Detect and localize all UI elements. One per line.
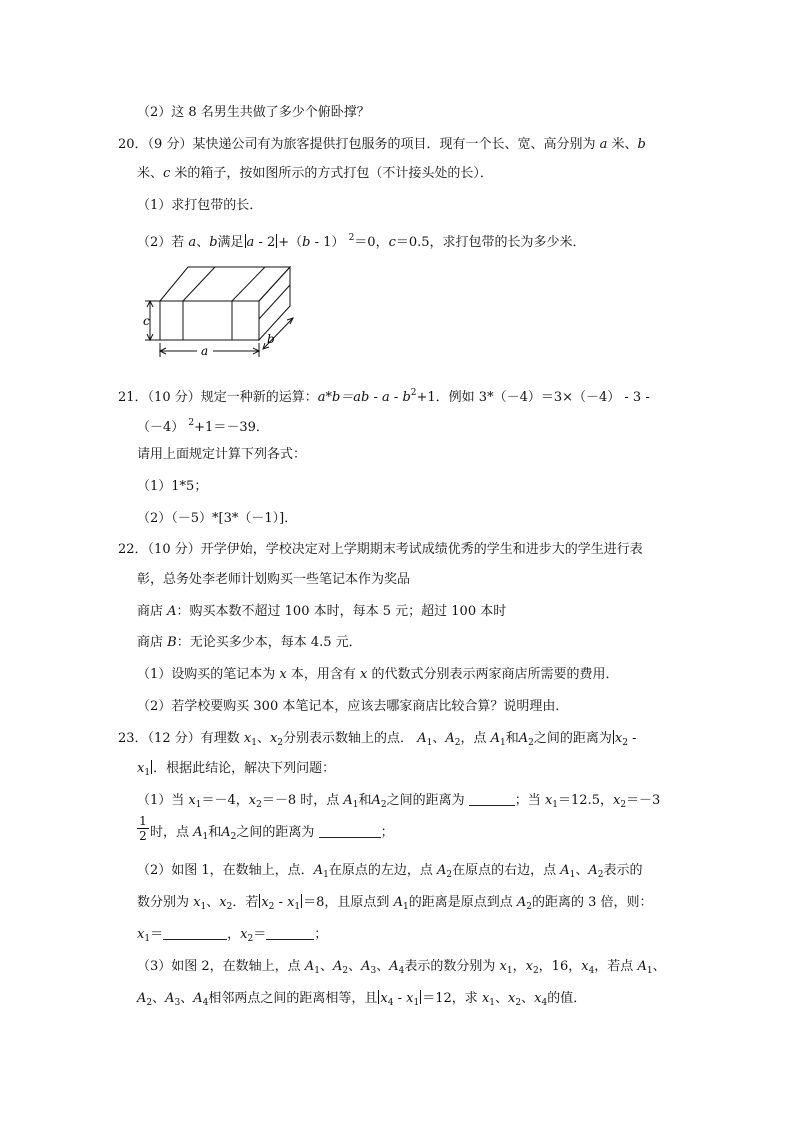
q21-intro: 请用上面规定计算下列各式： [137, 447, 307, 462]
answer-blank-1[interactable] [469, 793, 515, 806]
q21-line1: 21．（10 分）规定一种新的运算：$a*b=ab - a - b^2+1$．例如 3*（－4）＝3×（－4） - 3 - [118, 388, 650, 405]
q20-line1: 20．（9 分）某快递公司有为旅客提供打包服务的项目．现有一个长、宽、高分别为 a 米、b [118, 137, 646, 152]
q19-part2: （2）这 8 名男生共做了多少个俯卧撑？ [137, 105, 370, 120]
q20-line2: 米、c 米的箱子，按如图所示的方式打包（不计接头处的长）． [137, 166, 493, 181]
fraction-one-half: 1 2 [137, 815, 149, 842]
q23-line1: 23．（12 分）有理数 $x_1$、$x_2$分别表示数轴上的点． $A_1$、$A_2$，点 $A_1$和$A_2$之间的距离为 $x_2$ - [118, 731, 637, 748]
q22-line1: 22．（10 分）开学伊始，学校决定对上学期期末考试成绩优秀的学生和进步大的学生进行表 [118, 542, 643, 557]
q23-part3-line1: （3）如图 2，在数轴上，点 $A_1$、$A_2$、$A_3$、$A_4$表示的数分别为 $x_1$，$x_2$，16，$x_4$，若点 $A_1$、 [137, 959, 666, 976]
q21-line2: （－4） $^2$+1＝－39． [137, 418, 269, 435]
fig-label-b: b [267, 332, 275, 346]
q20-part1: （1）求打包带的长． [137, 198, 263, 213]
fig-label-c: c [143, 314, 150, 328]
q23-part3-line2: $A_2$、$A_3$、$A_4$相邻两点之间的距离相等，且 $x_4 - x_1 =12$，求 $x_1$、$x_2$、$x_4$的值． [137, 991, 587, 1008]
q23-part2-line3: $x_1=$ ，$x_2=$ ； [137, 927, 328, 944]
q23-part2-line2: 数分别为 $x_1$、$x_2$．若 $x_2 - x_1 =8$，且原点到 $A_1$的距离是原点到点 $A_2$的距离的 3 倍，则： [137, 895, 653, 912]
q22-shop-a: 商店 A：购买本数不超过 100 本时，每本 5 元；超过 100 本时 [137, 604, 507, 619]
q22-line2: 彰，总务处李老师计划购买一些笔记本作为奖品 [137, 572, 411, 587]
q21-part1: （1）1*5； [137, 479, 208, 494]
q21-part2: （2）（－5）*[3*（－1）]． [137, 511, 298, 526]
q22-part1: （1）设购买的笔记本为 x 本，用含有 x 的代数式分别表示两家商店所需要的费用． [137, 667, 619, 682]
answer-blank-x1[interactable] [163, 927, 227, 940]
answer-blank-2[interactable] [319, 825, 381, 838]
q20-box-figure [135, 263, 300, 368]
q23-part2-line1: （2）如图 1，在数轴上，点．$A_1$在原点的左边，点 $A_2$在原点的右边，点 $A_1$、$A_2$表示的 [137, 863, 643, 880]
answer-blank-x2[interactable] [266, 927, 314, 940]
fig-label-a: a [201, 344, 209, 358]
q23-part1: （1）当 $x_1=-4$，$x_2=-8$ 时，点 $A_1$和$A_2$之间的距离为 ；当 $x_1=12.5$，$x_2=-3$ [137, 793, 661, 810]
q23-part1-cont: 时，点 $A_1$和$A_2$之间的距离为 ； [150, 825, 394, 842]
q20-part2: （2）若 a、b满足 a - 2 +（b - 1） $^2$＝0，c＝0.5，求打包带的长为多少米． [137, 233, 586, 250]
q22-part2: （2）若学校要购买 300 本笔记本，应该去哪家商店比较合算？说明理由． [137, 699, 569, 714]
q22-shop-b: 商店 B：无论买多少本，每本 4.5 元． [137, 635, 362, 650]
q23-line2: $x_1$ ．根据此结论，解决下列问题： [137, 761, 336, 778]
